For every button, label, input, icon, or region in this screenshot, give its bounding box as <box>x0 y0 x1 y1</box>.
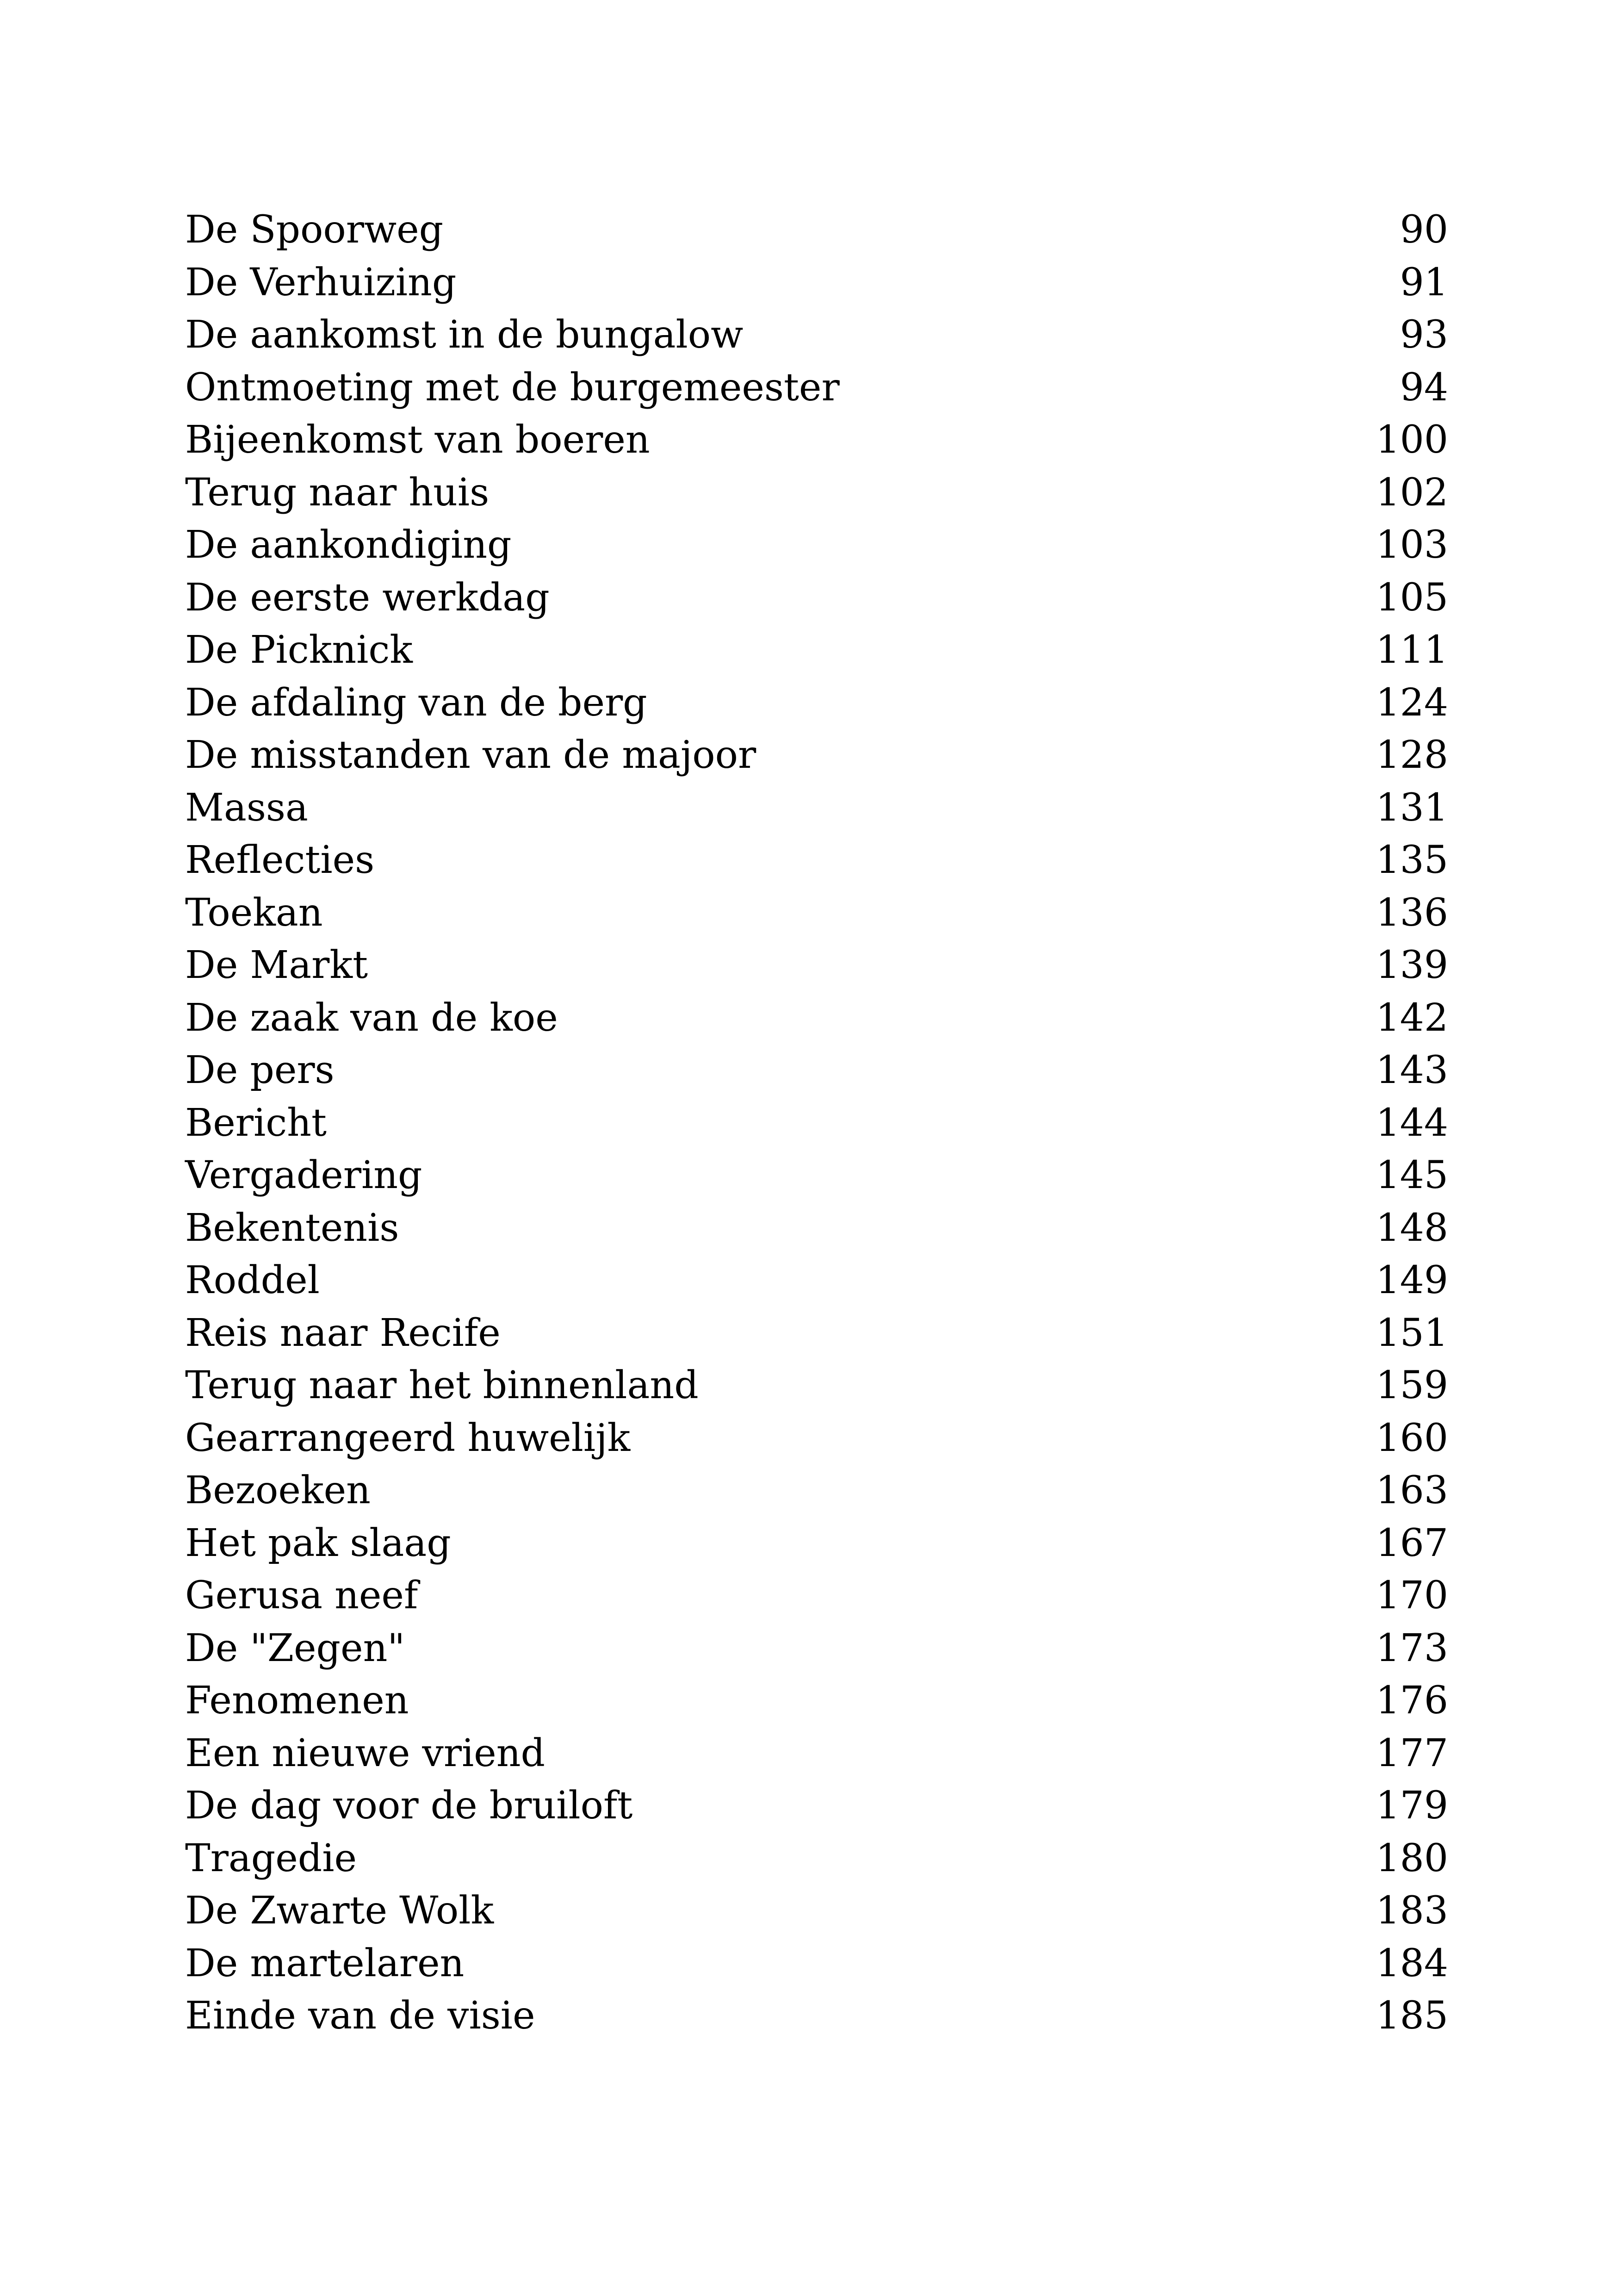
toc-entry-title: De zaak van de koe <box>185 996 558 1040</box>
toc-entry-title: Gearrangeerd huwelijk <box>185 1416 631 1460</box>
toc-entry[interactable] <box>185 467 1448 519</box>
toc-entry[interactable] <box>185 1622 1448 1675</box>
toc-entry[interactable] <box>185 1990 1448 2042</box>
toc-entry[interactable] <box>185 204 1448 256</box>
toc-entry-page-number: 111 <box>1376 628 1448 672</box>
toc-entry[interactable] <box>185 992 1448 1045</box>
toc-entry-title: De Picknick <box>185 628 413 672</box>
toc-entry-title: Einde van de visie <box>185 1994 535 2038</box>
toc-entry-page-number: 103 <box>1376 523 1448 567</box>
toc-entry[interactable] <box>185 1885 1448 1937</box>
toc-entry-title: Het pak slaag <box>185 1521 451 1565</box>
toc-entry-title: De dag voor de bruiloft <box>185 1784 633 1828</box>
toc-entry-page-number: 100 <box>1376 418 1448 462</box>
toc-entry-title: Vergadering <box>185 1153 422 1197</box>
toc-entry[interactable] <box>185 1674 1448 1727</box>
toc-entry-title: Fenomenen <box>185 1679 409 1723</box>
toc-entry[interactable] <box>185 1307 1448 1360</box>
toc-entry-page-number: 91 <box>1400 260 1448 305</box>
toc-entry[interactable] <box>185 1937 1448 1990</box>
toc-entry-title: De pers <box>185 1048 335 1092</box>
toc-entry-title: De martelaren <box>185 1941 465 1985</box>
toc-entry-page-number: 163 <box>1376 1468 1448 1512</box>
toc-entry-title: De eerste werkdag <box>185 575 550 620</box>
toc-entry[interactable] <box>185 309 1448 361</box>
toc-entry-title: Tragedie <box>185 1836 357 1880</box>
toc-entry[interactable] <box>185 624 1448 677</box>
toc-entry[interactable] <box>185 782 1448 834</box>
toc-entry-page-number: 135 <box>1376 838 1448 882</box>
toc-entry-title: De Zwarte Wolk <box>185 1889 494 1933</box>
toc-entry-title: Een nieuwe vriend <box>185 1731 545 1775</box>
toc-entry-page-number: 105 <box>1376 575 1448 620</box>
toc-entry-page-number: 176 <box>1376 1679 1448 1723</box>
toc-entry-page-number: 124 <box>1376 680 1448 725</box>
toc-entry-page-number: 185 <box>1376 1994 1448 2038</box>
toc-entry[interactable] <box>185 414 1448 467</box>
toc-entry-page-number: 179 <box>1376 1784 1448 1828</box>
toc-entry-page-number: 90 <box>1400 208 1448 252</box>
toc-entry-page-number: 148 <box>1376 1206 1448 1250</box>
toc-entry-page-number: 131 <box>1376 785 1448 830</box>
toc-entry-page-number: 128 <box>1376 733 1448 777</box>
toc-entry[interactable] <box>185 729 1448 782</box>
toc-entry-page-number: 184 <box>1376 1941 1448 1985</box>
toc-entry-title: De afdaling van de berg <box>185 680 647 725</box>
toc-entry[interactable] <box>185 1097 1448 1150</box>
toc-entry-title: De "Zegen" <box>185 1626 405 1670</box>
toc-entry[interactable] <box>185 1517 1448 1570</box>
toc-entry-page-number: 139 <box>1376 943 1448 987</box>
toc-entry[interactable] <box>185 887 1448 940</box>
toc-entry-page-number: 145 <box>1376 1153 1448 1197</box>
toc-entry-page-number: 160 <box>1376 1416 1448 1460</box>
toc-entry-title: Terug naar het binnenland <box>185 1363 699 1407</box>
toc-entry[interactable] <box>185 1149 1448 1202</box>
toc-entry-title: Ontmoeting met de burgemeester <box>185 365 840 410</box>
toc-entry[interactable] <box>185 1780 1448 1832</box>
toc-entry-title: Bericht <box>185 1101 327 1145</box>
toc-entry-page-number: 151 <box>1376 1311 1448 1355</box>
toc-entry-title: De aankomst in de bungalow <box>185 313 744 357</box>
toc-entry-page-number: 177 <box>1376 1731 1448 1775</box>
toc-entry[interactable] <box>185 1832 1448 1885</box>
toc-entry[interactable] <box>185 256 1448 309</box>
toc-entry-title: De misstanden van de majoor <box>185 733 756 777</box>
toc-entry[interactable] <box>185 939 1448 992</box>
toc-entry-title: Bijeenkomst van boeren <box>185 418 650 462</box>
toc-entry-page-number: 93 <box>1400 313 1448 357</box>
toc-entry[interactable] <box>185 572 1448 624</box>
toc-entry-title: Terug naar huis <box>185 470 490 515</box>
toc-entry-page-number: 102 <box>1376 470 1448 515</box>
toc-entry-title: Toekan <box>185 890 323 935</box>
toc-entry[interactable] <box>185 1254 1448 1307</box>
toc-entry-page-number: 143 <box>1376 1048 1448 1092</box>
toc-entry-title: Reflecties <box>185 838 375 882</box>
toc-entry-page-number: 142 <box>1376 996 1448 1040</box>
toc-entry-page-number: 167 <box>1376 1521 1448 1565</box>
toc-entry[interactable] <box>185 1202 1448 1255</box>
toc-entry-title: Bekentenis <box>185 1206 399 1250</box>
toc-entry-title: Massa <box>185 785 308 830</box>
toc-entry-title: Gerusa neef <box>185 1574 418 1618</box>
toc-entry-title: Bezoeken <box>185 1468 371 1512</box>
toc-entry[interactable] <box>185 1412 1448 1465</box>
toc-entry[interactable] <box>185 519 1448 572</box>
toc-entry[interactable] <box>185 1727 1448 1780</box>
toc-entry[interactable] <box>185 677 1448 729</box>
toc-entry[interactable] <box>185 1569 1448 1622</box>
toc-entry-title: Reis naar Recife <box>185 1311 501 1355</box>
toc-entry-page-number: 170 <box>1376 1574 1448 1618</box>
toc-entry[interactable] <box>185 361 1448 414</box>
toc-entry-page-number: 159 <box>1376 1363 1448 1407</box>
toc-entry[interactable] <box>185 1359 1448 1412</box>
toc-entry-page-number: 183 <box>1376 1889 1448 1933</box>
toc-entry-page-number: 136 <box>1376 890 1448 935</box>
toc-entry-page-number: 94 <box>1400 365 1448 410</box>
toc-entry-title: De Markt <box>185 943 368 987</box>
toc-entry[interactable] <box>185 834 1448 887</box>
toc-entry[interactable] <box>185 1464 1448 1517</box>
toc-entry-title: De Verhuizing <box>185 260 457 305</box>
toc-entry-page-number: 144 <box>1376 1101 1448 1145</box>
toc-entry[interactable] <box>185 1044 1448 1097</box>
toc-entry-page-number: 180 <box>1376 1836 1448 1880</box>
table-of-contents <box>185 204 1448 2042</box>
toc-entry-title: De aankondiging <box>185 523 512 567</box>
toc-entry-page-number: 173 <box>1376 1626 1448 1670</box>
toc-entry-title: De Spoorweg <box>185 208 444 252</box>
toc-entry-page-number: 149 <box>1376 1258 1448 1302</box>
toc-entry-title: Roddel <box>185 1258 320 1302</box>
